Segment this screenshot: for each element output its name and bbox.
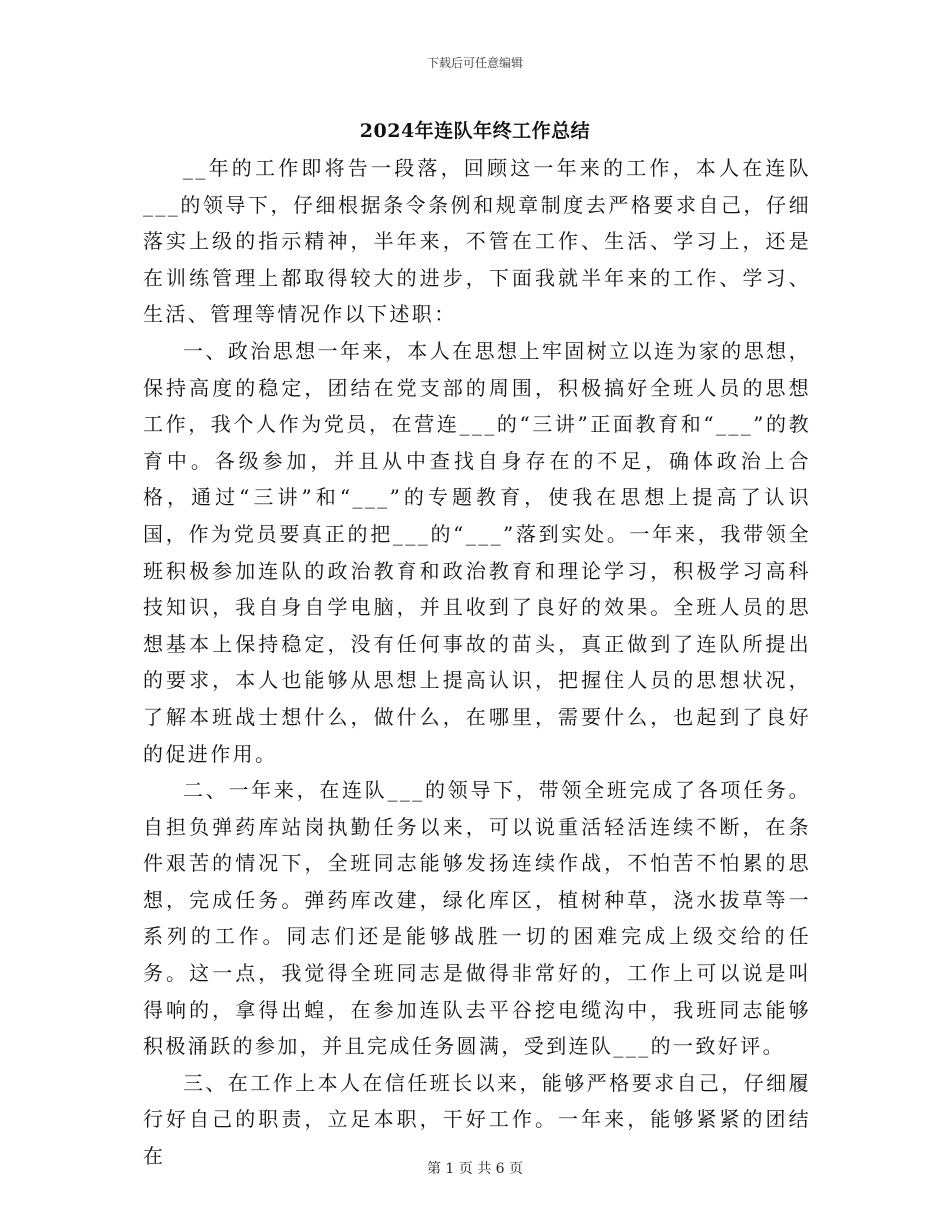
document-title: 2024年连队年终工作总结 — [359, 120, 591, 142]
header-note: 下载后可任意编辑 — [426, 56, 523, 70]
paragraph-intro: __年的工作即将告一段落，回顾这一年来的工作，本人在连队___的领导下，仔细根据条令条例和规章制度去严格要求自己，仔细落实上级的指示精神，半年来，不管在工作、生活、学习上，还是在训练管理上都取得较大的进步，下面我就半年来的工作、学习、生活、管理等情况作以下述职： — [143, 156, 811, 327]
paragraph-political-thought: 一、政治思想一年来，本人在思想上牢固树立以连为家的思想，保持高度的稳定，团结在党支部的周围，积极搞好全班人员的思想工作，我个人作为党员，在营连___的“三讲”正面教育和“___”的教育中。各级参加，并且从中查找自身存在的不足，确体政治上合格，通过“三讲”和“___”的专题教育，使我在思想上提高了认识国，作为党员要真正的把___的“___”落到实处。一年来，我带领全班积极参加连队的政治教育和政治教育和理论学习，积极学习高科技知识，我自身自学电脑，并且收到了良好的效果。全班人员的思想基本上保持稳定，没有任何事故的苗头，真正做到了连队所提出的要求，本人也能够从思想上提高认识，把握住人员的思想状况，了解本班战士想什么，做什么，在哪里，需要什么，也起到了良好的促进作用。 — [143, 338, 811, 766]
paragraph-tasks: 二、一年来，在连队___的领导下，带领全班完成了各项任务。自担负弹药库站岗执勤任务以来，可以说重活轻活连续不断，在条件艰苦的情况下，全班同志能够发扬连续作战，不怕苦不怕累的思想，完成任务。弹药库改建，绿化库区，植树种草，浇水拔草等一系列的工作。同志们还是能够战胜一切的困难完成上级交给的任务。这一点，我觉得全班同志是做得非常好的，工作上可以说是叫得响的，拿得出蝗，在参加连队去平谷挖电缆沟中，我班同志能够积极涌跃的参加，并且完成任务圆满，受到连队___的一致好评。 — [143, 778, 811, 1059]
document-body — [143, 150, 811, 1175]
paragraph-work: 三、在工作上本人在信任班长以来，能够严格要求自己，仔细履行好自己的职责，立足本职，干好工作。一年来，能够紧紧的团结在 — [143, 1070, 811, 1169]
page-number: 第 1 页 共 6 页 — [426, 1161, 524, 1177]
